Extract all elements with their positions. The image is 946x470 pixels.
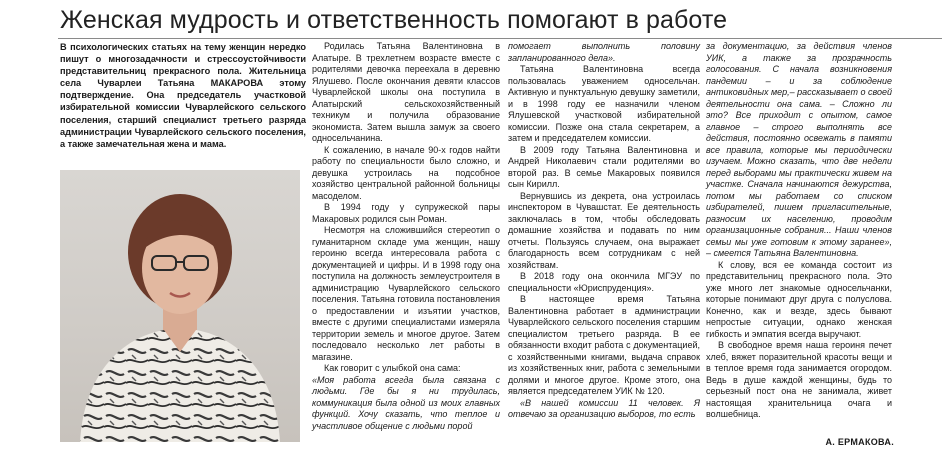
- author-signature: А. ЕРМАКОВА.: [825, 437, 894, 447]
- article-column-2: [312, 41, 500, 432]
- paragraph: Вернувшись из декрета, она устроилась инспектором в Чувашстат. Ее деятельность заключалась в том, чтобы обследовать домашние хозяйства и подавать по ним отчеты. Пользуясь случаем, она выражает благодарность всем сотрудникам с ней хозяйствам.: [508, 190, 700, 270]
- article-column-4: [706, 41, 892, 421]
- paragraph: Несмотря на сложившийся стереотип о гуманитарном складе ума женщин, нашу героиню всегда интересовала работа с документацией и цифры. И в 1998 году она поступила на должность землеустроителя в администрацию Чуварлейского сельского поселения. Татьяна готовила постановления о предоставлении и изъятии участков, вместе с другими специалистами измеряла территории земель и многое другое. Затем последовало несколько лет работы в магазине.: [312, 225, 500, 362]
- portrait-photo: [60, 170, 300, 442]
- paragraph: В 1994 году у супружеской пары Макаровых родился сын Роман.: [312, 202, 500, 224]
- article-column-3: [508, 41, 700, 421]
- quote-paragraph: «В нашей комиссии 11 человек. Я отвечаю за организацию выборов, то есть: [508, 397, 700, 419]
- quote-paragraph: за документацию, за действия членов УИК, а также за прозрачность голосования. С начала возникновения пандемии – и за соблюдение антиковидных мер,– рассказывает о своей деятельности она сама. – Сложно ли это? Все приходит с опытом, самое главное – строго выполнять все действия, постоянно освежать в памяти все правила, которые мы периодически изучаем. Можно сказать, что две недели перед выборами мы практически живем на участке. Сначала начинаются дежурства, потом мы работаем со списком избирателей, пишем пригласительные, разносим их населению, проводим организационные собрания... Наши членов семьи мы уже готовим к этому заранее», – смеется Татьяна Валентиновна.: [706, 41, 892, 258]
- paragraph: Как говорит с улыбкой она сама:: [324, 363, 461, 373]
- paragraph: К сожалению, в начале 90-х годов найти работу по специальности было сложно, и девушка устроилась на подсобное хозяйство центральной районной больницы масоделом.: [312, 144, 500, 201]
- paragraph: Родилась Татьяна Валентиновна в Алатыре. В трехлетнем возрасте вместе с родителями девочка переехала в деревню Ялушево. После окончания девяти классов Чуварлейской школы она поступила в Алатырский сельскохозяйственный техникум и получила образование экономиста. Затем вышла замуж за своего односельчанина.: [312, 41, 500, 143]
- quote-paragraph: «Моя работа всегда была связана с людьми. Где бы я ни трудилась, коммуникация была одной из моих главных функций. Хочу сказать, что теплое и участливое общение с людьми порой: [312, 374, 500, 431]
- paragraph: В 2009 году Татьяна Валентиновна и Андрей Николаевич стали родителями во второй раз. В семье Макаровых появился сын Кирилл.: [508, 144, 700, 189]
- paragraph: В свободное время наша героиня печет хлеб, вяжет поразительной красоты вещи и в теплое время года занимается огородом. Ведь в душе каждой женщины, будь то серьезный пост она не занимала, живет настоящая хранительница очага и волшебница.: [706, 340, 892, 419]
- paragraph: В настоящее время Татьяна Валентиновна работает в администрации Чуварлейского сельского поселения старшим специалистом третьего разряда. В ее обязанности входит работа с документацией, с хозяйственными книгами, выдача справок из хозяйственных книг, работа с земельными долями и многое другое. Кроме этого, она является председателем УИК № 120.: [508, 294, 700, 396]
- portrait-illustration: [60, 170, 300, 442]
- article-headline: Женская мудрость и ответственность помогают в работе: [60, 6, 728, 34]
- paragraph: К слову, вся ее команда состоит из представительниц прекрасного пола. Это уже много лет знакомые односельчанки, которые понимают друг друга с полуслова. Конечно, как и везде, здесь бывают непростые ситуации, однако женская гибкость и эмпатия всегда выручают.: [706, 259, 892, 339]
- article-lead: В психологических статьях на тему женщин нередко пишут о многозадачности и стрессоустойчивости представительниц прекрасного пола. Жительница села Чуварлеи Татьяна МАКАРОВА этому подтверждение. Она председатель участковой избирательной комиссии Чуварлейского сельского поселения, старший специалист третьего разряда администрации Чуварлейского сельского поселения, а также замечательная жена и мама.: [60, 42, 306, 149]
- paragraph: В 2018 году она окончила МГЭУ по специальности «Юриспруденция».: [508, 271, 700, 293]
- paragraph: Татьяна Валентиновна всегда пользовалась уважением односельчан. Активную и пунктуальную девушку заметили, и в 1998 году ее назначили членом Ялушевской участковой избирательной комиссии. Позже она стала секретарем, а затем и председателем комиссии.: [508, 64, 700, 143]
- quote-paragraph: помогает выполнить половину запланированного дела».: [508, 41, 700, 63]
- headline-rule: [58, 38, 942, 39]
